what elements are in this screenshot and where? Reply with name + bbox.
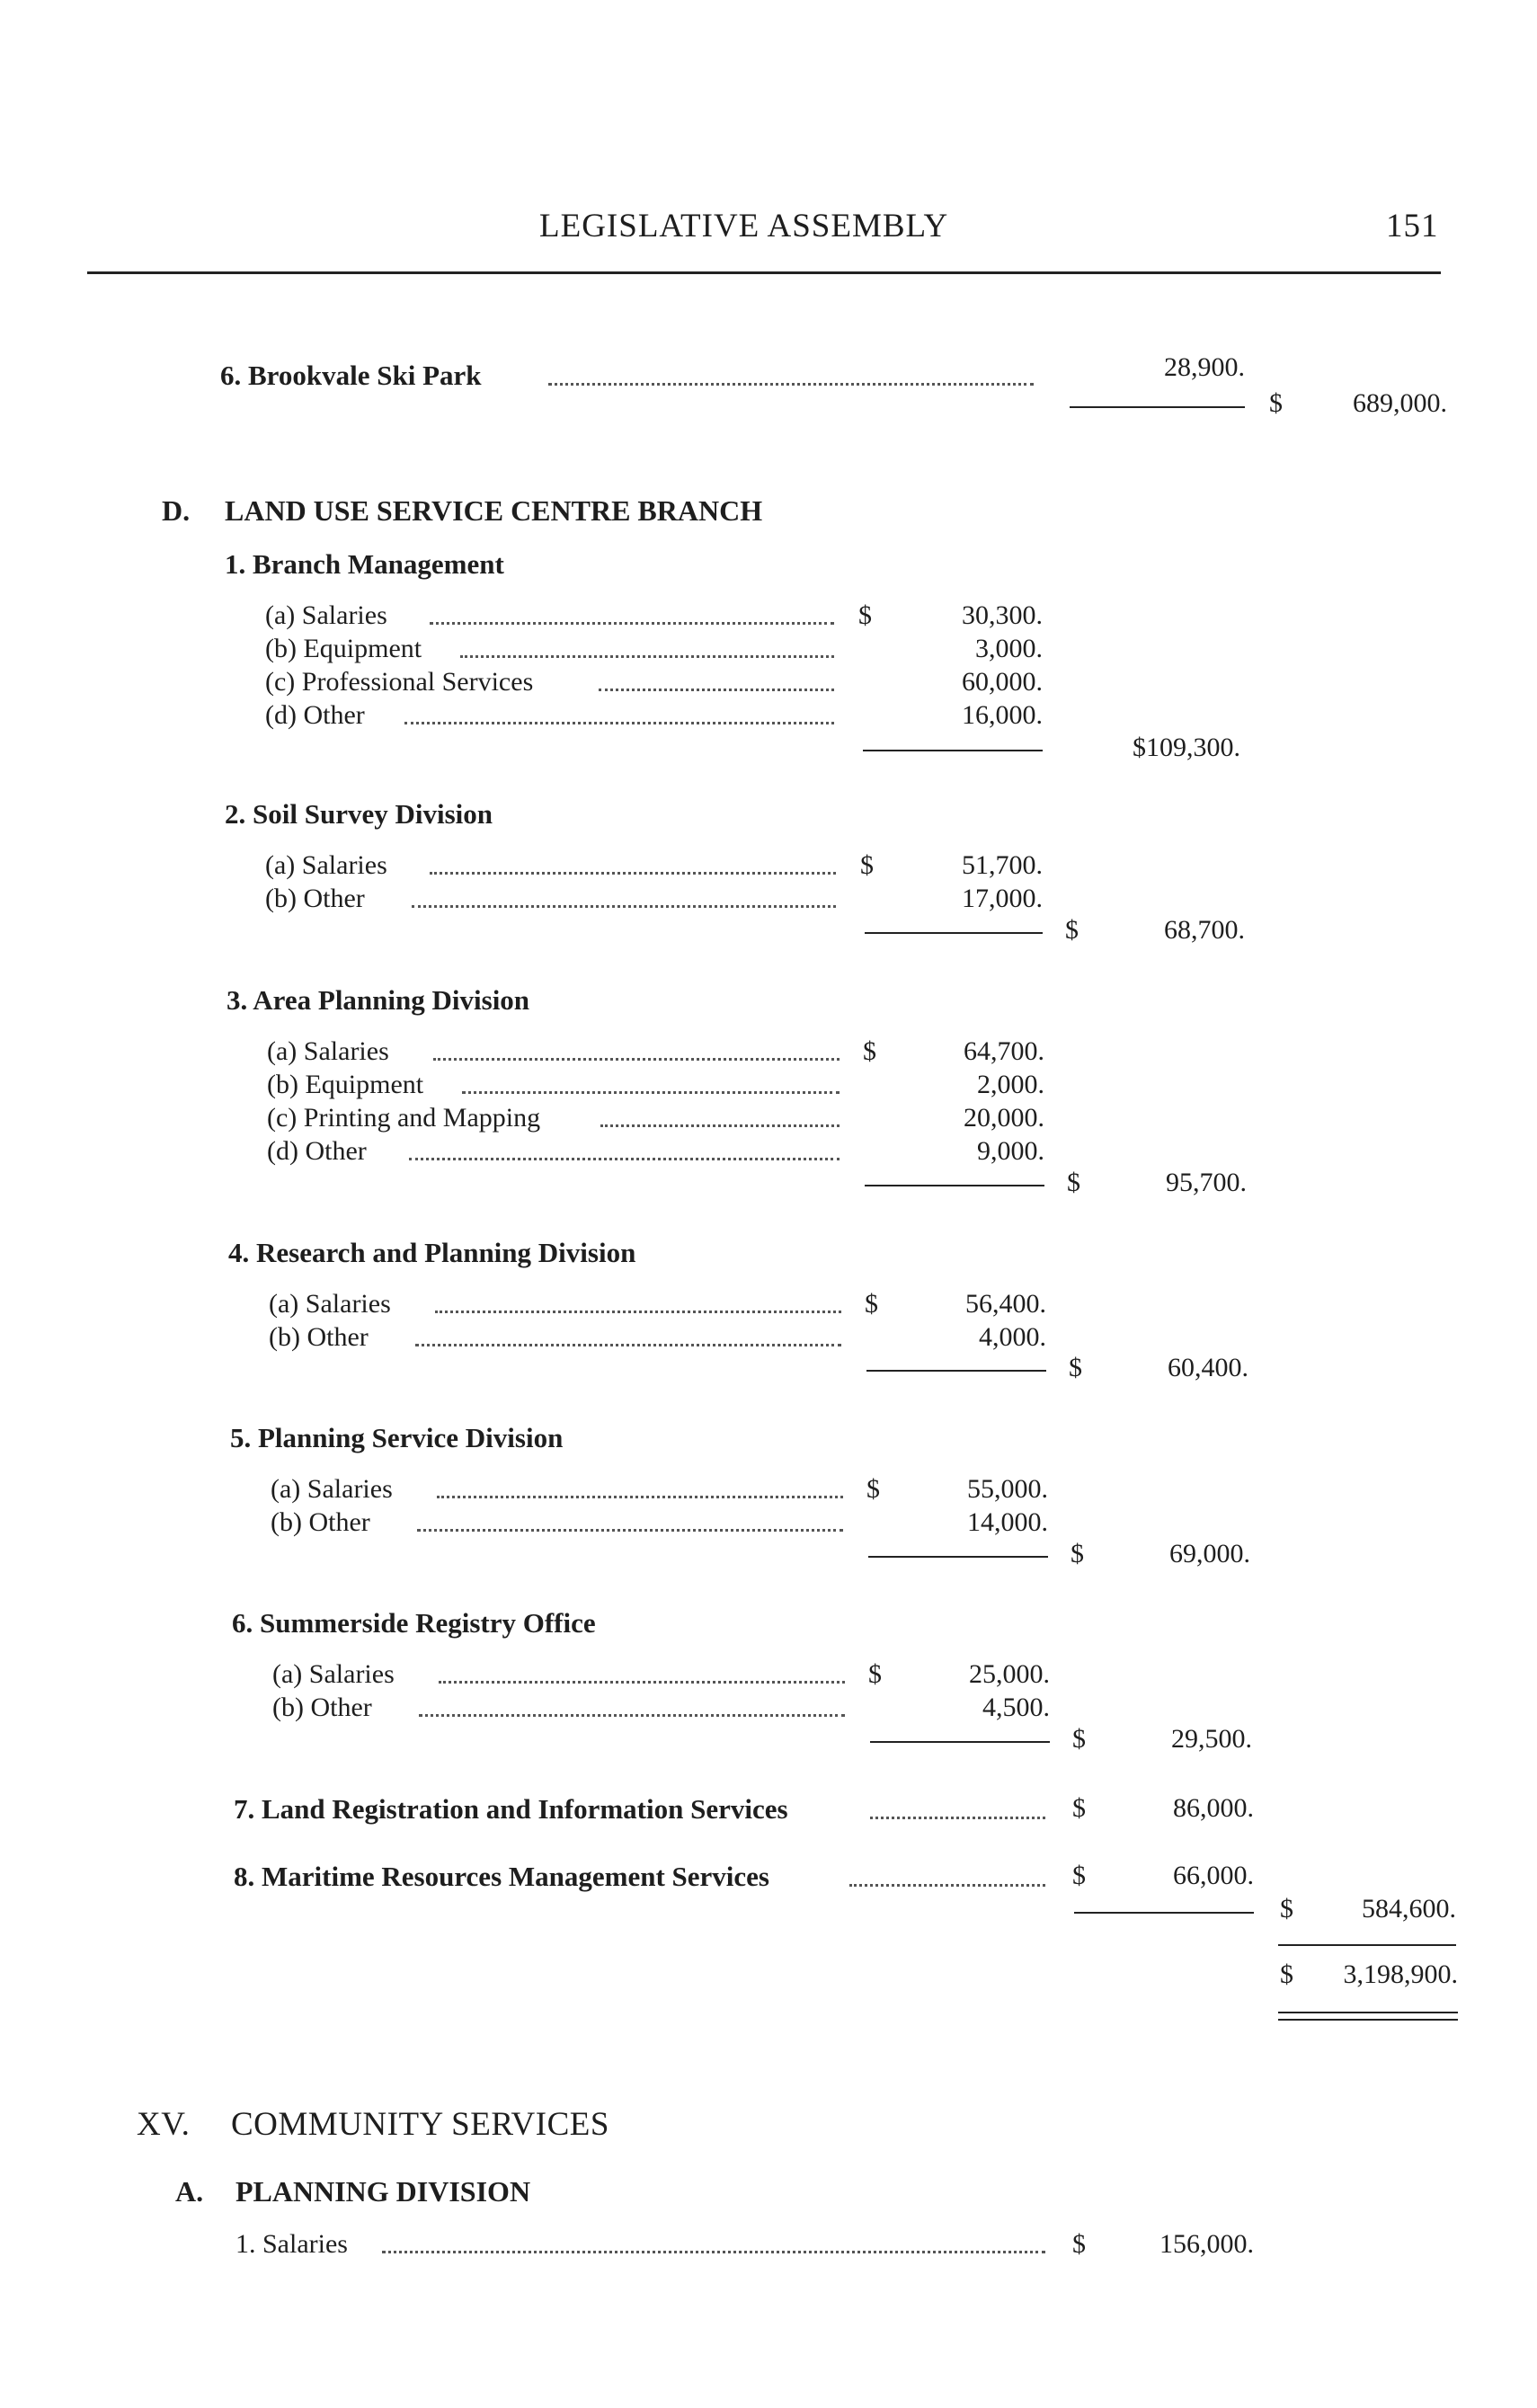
row-label: (a) Salaries: [265, 850, 387, 880]
item-maritime-resources-label: 8. Maritime Resources Management Services: [234, 1861, 769, 1892]
subtotal-rule: [870, 1741, 1050, 1743]
subsection-planning-service: 5. Planning Service Division: [230, 1422, 564, 1453]
leader-dots: [460, 655, 834, 658]
subtotal-amount: 95,700.: [1166, 1168, 1247, 1197]
grand-total: 3,198,900.: [1343, 1959, 1458, 1989]
row-amount: 9,000.: [977, 1136, 1044, 1166]
leader-dots: [419, 1714, 845, 1717]
row-amount: 55,000.: [967, 1474, 1048, 1504]
leader-dots: [548, 383, 1034, 386]
leader-dots: [435, 1311, 841, 1313]
row-amount: 14,000.: [967, 1507, 1048, 1537]
currency-sign: $: [865, 1289, 878, 1319]
currency-sign: $: [1072, 1793, 1086, 1823]
row-label: (b) Other: [269, 1322, 369, 1352]
row-amount: 2,000.: [977, 1070, 1044, 1099]
subsection-planning-division: PLANNING DIVISION: [235, 2175, 531, 2208]
subtotal-rule: [866, 1370, 1046, 1372]
header-rule: [87, 271, 1441, 274]
row-amount: 60,000.: [962, 667, 1043, 697]
row-amount: 64,700.: [964, 1036, 1044, 1066]
subtotal-rule: [865, 932, 1043, 934]
subtotal-amount: 69,000.: [1169, 1539, 1250, 1568]
currency-sign: $: [866, 1474, 880, 1504]
row-label: (b) Other: [271, 1507, 370, 1537]
subsection-summerside-registry: 6. Summerside Registry Office: [232, 1607, 596, 1639]
leader-dots: [437, 1496, 843, 1498]
row-amount: 20,000.: [964, 1103, 1044, 1133]
currency-sign: $: [1072, 1861, 1086, 1890]
section-xv-title: COMMUNITY SERVICES: [231, 2106, 609, 2143]
subtotal-amount: 68,700.: [1164, 915, 1245, 945]
section-d-letter: D.: [162, 494, 191, 527]
row-label: (c) Professional Services: [265, 667, 534, 697]
page-header-title: LEGISLATIVE ASSEMBLY: [539, 208, 949, 244]
row-amount: 56,400.: [965, 1289, 1046, 1319]
leader-dots: [412, 905, 836, 908]
section-d-title: LAND USE SERVICE CENTRE BRANCH: [225, 494, 763, 527]
row-label: (d) Other: [265, 700, 365, 730]
leader-dots: [600, 1124, 840, 1127]
row-amount: 17,000.: [962, 884, 1043, 913]
subsection-research-planning: 4. Research and Planning Division: [228, 1237, 636, 1268]
subsection-area-planning: 3. Area Planning Division: [227, 984, 530, 1016]
currency-sign: $: [1069, 1353, 1082, 1382]
currency-sign: $: [1071, 1539, 1084, 1568]
row-amount: 3,000.: [975, 634, 1043, 663]
row-amount: 16,000.: [962, 700, 1043, 730]
leader-dots: [599, 689, 834, 691]
currency-sign: $: [863, 1036, 876, 1066]
subtotal-rule: [1070, 406, 1245, 408]
leader-dots: [849, 1884, 1045, 1887]
currency-sign: $: [858, 600, 872, 630]
row-label: (b) Other: [265, 884, 365, 913]
subsection-soil-survey: 2. Soil Survey Division: [225, 798, 493, 830]
subtotal-amount: 29,500.: [1171, 1724, 1252, 1754]
leader-dots: [870, 1817, 1045, 1819]
previous-branch-total: 689,000.: [1353, 388, 1447, 418]
branch-total: 584,600.: [1362, 1894, 1456, 1924]
subsection-branch-management: 1. Branch Management: [225, 548, 504, 580]
item-land-registration-label: 7. Land Registration and Information Services: [234, 1793, 788, 1825]
row-label: (a) Salaries: [269, 1289, 391, 1319]
leader-dots: [409, 1158, 840, 1160]
section-xv-numeral: XV.: [137, 2106, 191, 2143]
currency-sign: $: [1072, 2229, 1086, 2259]
currency-sign: $: [1067, 1168, 1080, 1197]
row-amount: 51,700.: [962, 850, 1043, 880]
currency-sign: $: [1280, 1959, 1293, 1989]
currency-sign: $: [1269, 388, 1283, 418]
row-amount: 25,000.: [969, 1659, 1050, 1689]
leader-dots: [382, 2251, 1045, 2253]
row-amount: 4,000.: [979, 1322, 1046, 1352]
subtotal-rule: [1074, 1912, 1254, 1914]
leader-dots: [430, 622, 834, 625]
leader-dots: [415, 1344, 841, 1346]
double-underline: [1278, 2012, 1458, 2021]
leader-dots: [439, 1681, 845, 1684]
brookvale-amount: 28,900.: [1164, 352, 1245, 382]
subtotal-rule: [865, 1185, 1044, 1186]
subtotal-amount: $109,300.: [1133, 733, 1240, 762]
row-amount: 4,500.: [982, 1693, 1050, 1722]
currency-sign: $: [1065, 915, 1079, 945]
row-label: (b) Other: [272, 1693, 372, 1722]
total-rule: [1278, 1944, 1456, 1946]
row-label: (a) Salaries: [272, 1659, 395, 1689]
maritime-resources-amount: 66,000.: [1173, 1861, 1254, 1890]
row-label: (a) Salaries: [265, 600, 387, 630]
item-brookvale-ski-park-label: 6. Brookvale Ski Park: [220, 360, 482, 391]
row-label: (a) Salaries: [267, 1036, 389, 1066]
currency-sign: $: [1280, 1894, 1293, 1924]
row-label: (b) Equipment: [267, 1070, 424, 1099]
row-label: 1. Salaries: [235, 2229, 348, 2259]
row-amount: 30,300.: [962, 600, 1043, 630]
subtotal-rule: [863, 750, 1043, 751]
subtotal-rule: [868, 1556, 1048, 1558]
row-label: (b) Equipment: [265, 634, 422, 663]
currency-sign: $: [1072, 1724, 1086, 1754]
subsection-a-letter: A.: [175, 2175, 204, 2208]
currency-sign: $: [860, 850, 874, 880]
leader-dots: [462, 1091, 840, 1094]
leader-dots: [404, 722, 834, 724]
leader-dots: [430, 872, 836, 875]
leader-dots: [417, 1529, 843, 1532]
subtotal-amount: 60,400.: [1168, 1353, 1248, 1382]
row-label: (a) Salaries: [271, 1474, 393, 1504]
currency-sign: $: [868, 1659, 882, 1689]
row-label: (c) Printing and Mapping: [267, 1103, 541, 1133]
row-label: (d) Other: [267, 1136, 367, 1166]
leader-dots: [433, 1058, 840, 1061]
page-number: 151: [1386, 208, 1439, 244]
salaries-amount: 156,000.: [1159, 2229, 1254, 2259]
land-registration-amount: 86,000.: [1173, 1793, 1254, 1823]
